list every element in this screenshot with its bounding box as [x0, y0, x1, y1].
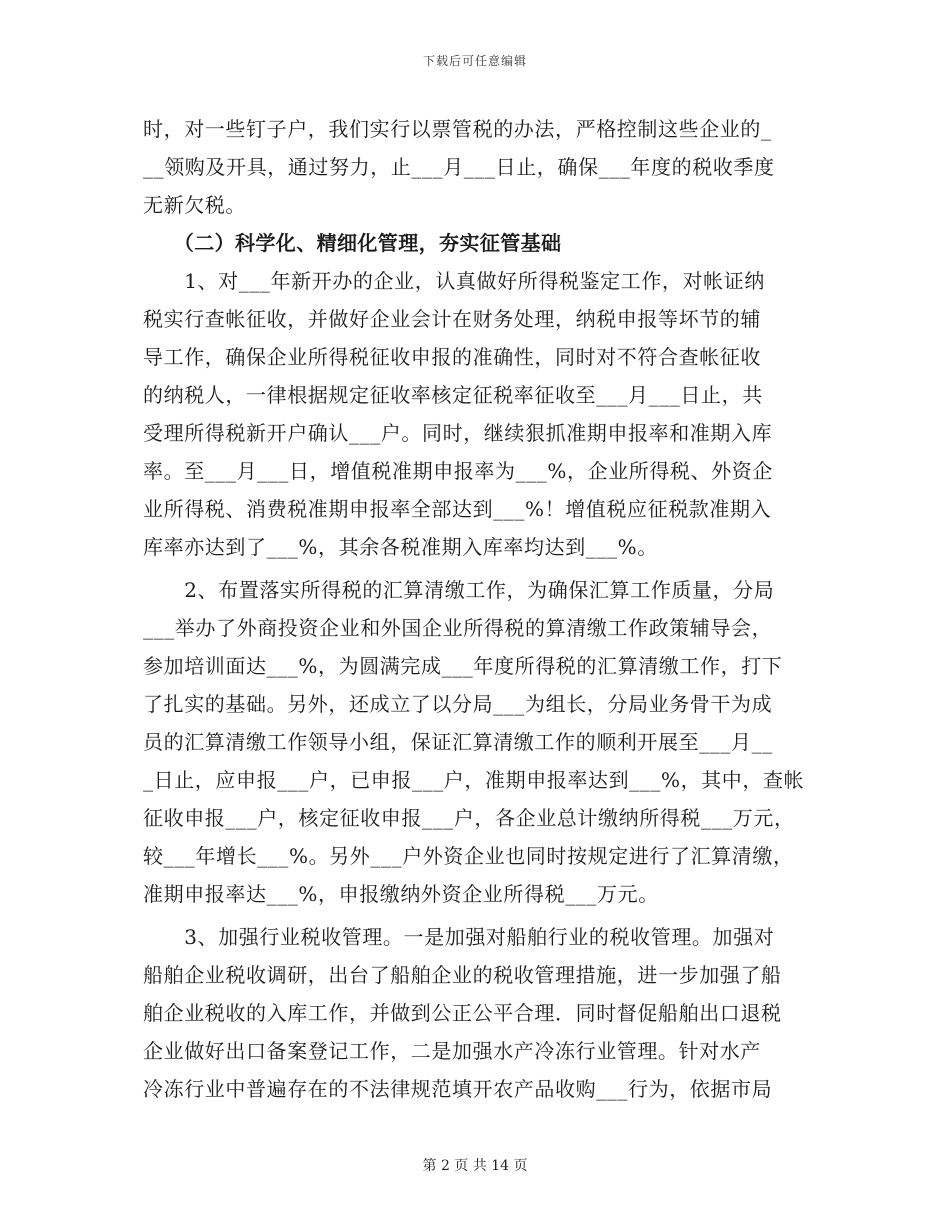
document-body — [143, 110, 808, 1108]
text-line: 1、对___年新开办的企业，认真做好所得税鉴定工作，对帐证纳 — [143, 269, 765, 293]
text-line: 库率亦达到了___%，其余各税准期入库率均达到___%。 — [143, 535, 658, 559]
text-line: 冷冻行业中普遍存在的不法律规范填开农产品收购___行为，依据市局 — [143, 1077, 773, 1101]
text-line: 舶企业税收的入库工作，并做到公正公平合理．同时督促船舶出口退税 — [143, 1001, 782, 1025]
section-heading: （二）科学化、精细化管理，夯实征管基础 — [143, 231, 562, 255]
text-line: 导工作，确保企业所得税征收申报的准确性，同时对不符合查帐征收 — [143, 345, 761, 369]
text-line: __领购及开具，通过努力，止___月___日止，确保___年度的税收季度 — [143, 155, 775, 179]
text-line: 率。至___月___日，增值税准期申报率为___%，企业所得税、外资企 — [143, 459, 774, 483]
text-line: 了扎实的基础。另外，还成立了以分局___为组长，分局业务骨干为成 — [143, 692, 773, 716]
text-line: _日止，应申报___户，已申报___户，准期申报率达到___%，其中，查帐 — [143, 768, 805, 792]
text-line: 税实行查帐征收，并做好企业会计在财务处理，纳税申报等坏节的辅 — [143, 307, 761, 331]
text-line: 受理所得税新开户确认___户。同时，继续狠抓准期申报率和准期入库 — [143, 421, 773, 445]
text-line: ___举办了外商投资企业和外国企业所得税的算清缴工作政策辅导会， — [143, 616, 773, 640]
text-line: 3、加强行业税收管理。一是加强对船舶行业的税收管理。加强对 — [143, 925, 775, 949]
page-header: 下载后可任意编辑 — [422, 54, 527, 68]
text-line: 参加培训面达___%，为圆满完成___年度所得税的汇算清缴工作，打下 — [143, 654, 783, 678]
text-line: 准期申报率达___%，申报缴纳外资企业所得税___万元。 — [143, 882, 659, 906]
text-line: 业所得税、消费税准期申报率全部达到___%！增值税应征税款准期入 — [143, 497, 772, 521]
page-footer: 第 2 页 共 14 页 — [422, 1158, 528, 1174]
text-line: 企业做好出口备案登记工作，二是加强水产冷冻行业管理。针对水产 — [143, 1039, 761, 1063]
text-line: 船舶企业税收调研，出台了船舶企业的税收管理措施，进一步加强了船 — [143, 963, 782, 987]
text-line: 征收申报___户，核定征收申报___户，各企业总计缴纳所得税___万元， — [143, 806, 795, 830]
text-line: 2、布置落实所得税的汇算清缴工作，为确保汇算工作质量，分局 — [143, 578, 775, 602]
text-line: 的纳税人，一律根据规定征收率核定征税率征收至___月___日止，共 — [143, 383, 763, 407]
text-line: 时，对一些钉子户，我们实行以票管税的办法，严格控制这些企业的_ — [143, 117, 772, 141]
text-line: 无新欠税。 — [143, 193, 246, 217]
text-line: 员的汇算清缴工作领导小组，保证汇算清缴工作的顺利开展至___月__ — [143, 730, 773, 754]
text-line: 较___年增长___%。另外___户外资企业也同时按规定进行了汇算清缴， — [143, 844, 794, 868]
